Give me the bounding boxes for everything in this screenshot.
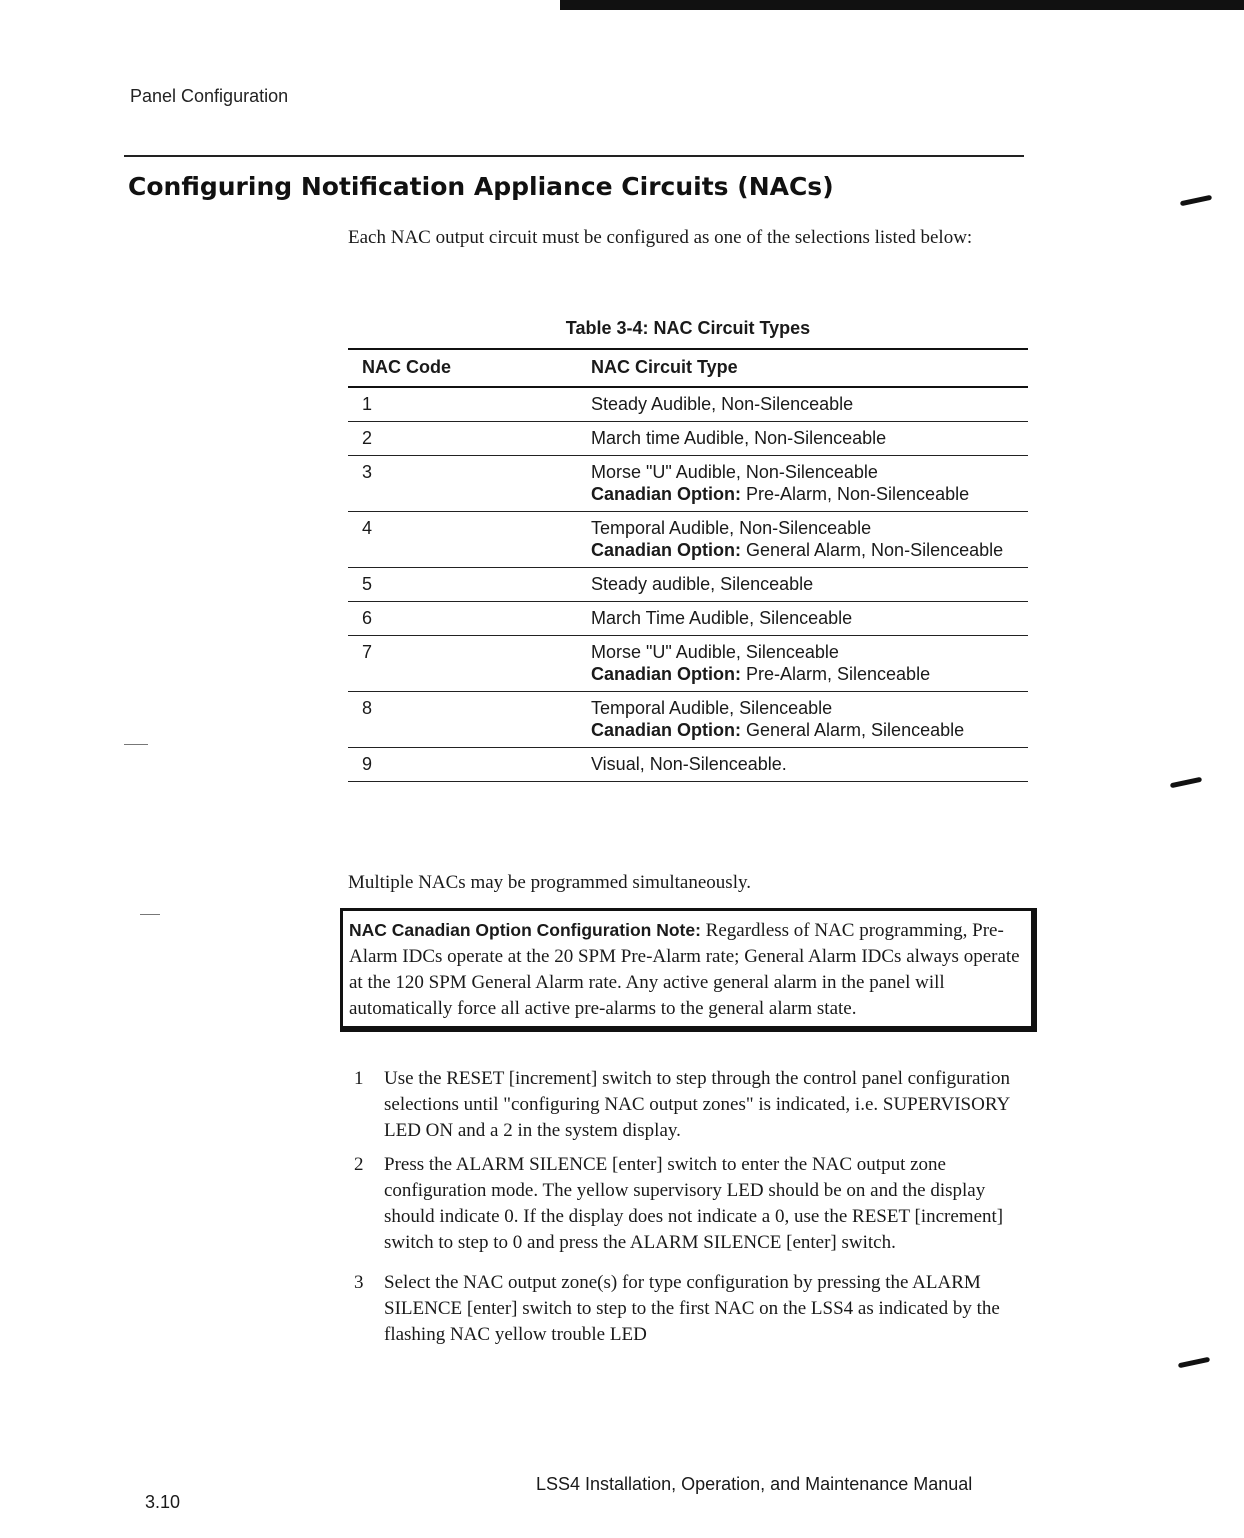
nac-code-cell: 6 bbox=[348, 602, 591, 636]
nac-code-cell: 9 bbox=[348, 748, 591, 782]
table-row bbox=[348, 636, 1028, 692]
canadian-option-label: Canadian Option: bbox=[591, 484, 741, 504]
canadian-option-text: Pre-Alarm, Non-Silenceable bbox=[741, 484, 970, 504]
page-number: 3.10 bbox=[145, 1492, 181, 1512]
canadian-option-label: Canadian Option: bbox=[591, 720, 741, 740]
circuit-type-text: Steady Audible, Non-Silenceable bbox=[591, 394, 854, 414]
procedure-steps bbox=[350, 1066, 1030, 1356]
scan-edge-bar bbox=[560, 0, 1244, 10]
canadian-option-note-box bbox=[340, 908, 1037, 1032]
nac-code-cell: 4 bbox=[348, 512, 591, 568]
circuit-type-text: Morse "U" Audible, Non-Silenceable bbox=[591, 462, 878, 482]
step-text: Press the ALARM SILENCE [enter] switch to enter the NAC output zone configuration mode. The yellow supervisory LED should be on and the display should indicate 0. If the display does not indicate a 0, use the RESET [increment] switch to step to 0 and press the ALARM SILENCE [enter] switch. bbox=[384, 1154, 1004, 1253]
table-row bbox=[348, 422, 1028, 456]
nac-type-cell bbox=[591, 422, 1028, 456]
nac-type-cell bbox=[591, 692, 1028, 748]
canadian-option-label: Canadian Option: bbox=[591, 540, 741, 560]
circuit-type-text: Visual, Non-Silenceable. bbox=[591, 754, 787, 774]
table-body bbox=[348, 387, 1028, 782]
margin-mark bbox=[124, 744, 148, 745]
canadian-option bbox=[591, 483, 1028, 505]
step-text: Select the NAC output zone(s) for type configuration by pressing the ALARM SILENCE [enter] switch to step to the first NAC on the LSS4 as indicated by the flashing NAC yellow trouble LED bbox=[384, 1272, 1000, 1345]
nac-type-cell bbox=[591, 602, 1028, 636]
table-row bbox=[348, 602, 1028, 636]
nac-type-cell bbox=[591, 568, 1028, 602]
circuit-type-text: March Time Audible, Silenceable bbox=[591, 608, 853, 628]
canadian-option bbox=[591, 539, 1028, 561]
revision-bar-mark bbox=[1170, 777, 1202, 789]
column-header-nac-code: NAC Code bbox=[348, 349, 591, 387]
circuit-type-text: Steady audible, Silenceable bbox=[591, 574, 814, 594]
note-text: Regardless of NAC programming, Pre-Alarm IDCs operate at the 20 SPM Pre-Alarm rate; General Alarm IDCs always operate at the 120 SPM General Alarm rate. Any active general alarm in the panel will automatically force all active pre-alarms to the general alarm state. bbox=[349, 920, 1020, 1019]
canadian-option bbox=[591, 719, 1028, 741]
manual-title: LSS4 Installation, Operation, and Maintenance Manual bbox=[536, 1474, 973, 1494]
canadian-option-text: General Alarm, Non-Silenceable bbox=[741, 540, 1004, 560]
canadian-option bbox=[591, 663, 1028, 685]
table-row bbox=[348, 748, 1028, 782]
nac-code-cell: 8 bbox=[348, 692, 591, 748]
circuit-type-text: March time Audible, Non-Silenceable bbox=[591, 428, 887, 448]
table-row bbox=[348, 456, 1028, 512]
canadian-option-label: Canadian Option: bbox=[591, 664, 741, 684]
nac-code-cell: 2 bbox=[348, 422, 591, 456]
nac-type-cell bbox=[591, 748, 1028, 782]
nac-code-cell: 1 bbox=[348, 387, 591, 422]
table-row bbox=[348, 692, 1028, 748]
step-text: Use the RESET [increment] switch to step through the control panel configuration selections until "configuring NAC output zones" is indicated, i.e. SUPERVISORY LED ON and a 2 in the system display. bbox=[384, 1068, 1010, 1141]
nac-type-cell bbox=[591, 456, 1028, 512]
running-head: Panel Configuration bbox=[130, 86, 289, 106]
table-row bbox=[348, 568, 1028, 602]
circuit-type-text: Temporal Audible, Silenceable bbox=[591, 698, 833, 718]
revision-bar-mark bbox=[1178, 1357, 1210, 1369]
margin-mark bbox=[140, 914, 160, 915]
section-title: Configuring Notification Appliance Circuits (NACs) bbox=[128, 172, 834, 201]
step-item bbox=[350, 1066, 1030, 1144]
circuit-type-text: Morse "U" Audible, Silenceable bbox=[591, 642, 839, 662]
nac-code-cell: 5 bbox=[348, 568, 591, 602]
step-item bbox=[350, 1152, 1030, 1256]
canadian-option-text: General Alarm, Silenceable bbox=[741, 720, 965, 740]
header-rule bbox=[124, 155, 1024, 157]
table-row bbox=[348, 512, 1028, 568]
multiple-nacs-note: Multiple NACs may be programmed simultaneously. bbox=[348, 872, 751, 893]
nac-code-cell: 7 bbox=[348, 636, 591, 692]
revision-bar-mark bbox=[1180, 195, 1212, 207]
table-caption: Table 3-4: NAC Circuit Types bbox=[565, 318, 811, 338]
circuit-type-text: Temporal Audible, Non-Silenceable bbox=[591, 518, 872, 538]
nac-type-cell bbox=[591, 512, 1028, 568]
step-number: 1 bbox=[354, 1068, 364, 1089]
note-label: NAC Canadian Option Configuration Note: bbox=[349, 920, 701, 940]
step-number: 3 bbox=[354, 1272, 364, 1293]
nac-circuit-types-table bbox=[348, 348, 1028, 782]
table-row bbox=[348, 387, 1028, 422]
canadian-option-text: Pre-Alarm, Silenceable bbox=[741, 664, 931, 684]
nac-code-cell: 3 bbox=[348, 456, 591, 512]
step-number: 2 bbox=[354, 1154, 364, 1175]
nac-type-cell bbox=[591, 636, 1028, 692]
table-header-row bbox=[348, 349, 1028, 387]
nac-type-cell bbox=[591, 387, 1028, 422]
intro-paragraph: Each NAC output circuit must be configured as one of the selections listed below: bbox=[348, 227, 973, 248]
column-header-nac-circuit-type: NAC Circuit Type bbox=[591, 349, 1028, 387]
step-item bbox=[350, 1270, 1030, 1348]
